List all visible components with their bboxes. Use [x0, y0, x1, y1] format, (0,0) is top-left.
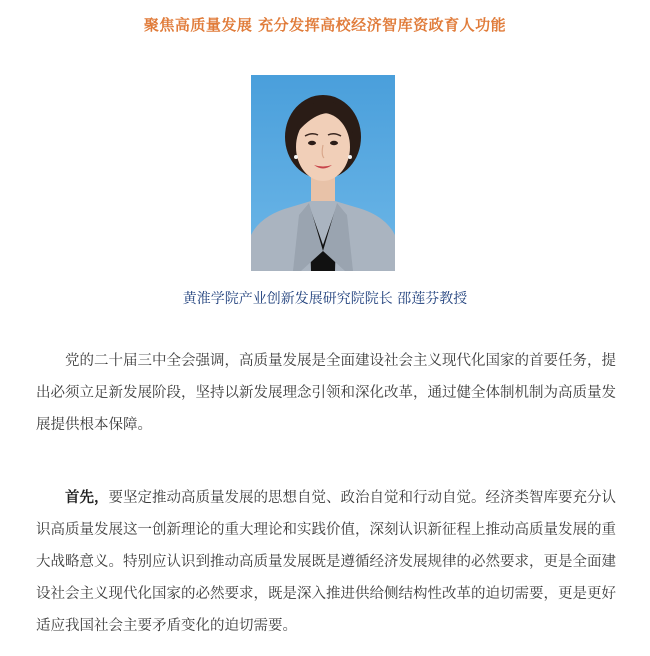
- paragraph-2: [36, 482, 616, 642]
- portrait-caption: 黄淮学院产业创新发展研究院院长 邵莲芬教授: [182, 291, 468, 307]
- portrait-photo: [251, 75, 395, 271]
- article-title: 聚焦高质量发展 充分发挥高校经济智库资政育人功能: [143, 16, 507, 34]
- paragraph-2-text: 要坚定推动高质量发展的思想自觉、政治自觉和行动自觉。经济类智库要充分认识高质量发展这一创新理论的重大理论和实践价值，深刻认识新征程上推动高质量发展的重大战略意义。特别应认识到推动高质量发展既是遵循经济发展规律的必然要求，更是全面建设社会主义现代化国家的必然要求，既是深入推进供给侧结构性改革的迫切需要，更是更好适应我国社会主要矛盾变化的迫切需要。: [36, 490, 616, 634]
- paragraph-1: [36, 345, 616, 441]
- paragraph-1-text: 党的二十届三中全会强调，高质量发展是全面建设社会主义现代化国家的首要任务，提出必须立足新发展阶段，坚持以新发展理念引领和深化改革，通过健全体制机制为高质量发展提供根本保障。: [36, 353, 616, 433]
- paragraph-2-lead: 首先，: [65, 490, 109, 506]
